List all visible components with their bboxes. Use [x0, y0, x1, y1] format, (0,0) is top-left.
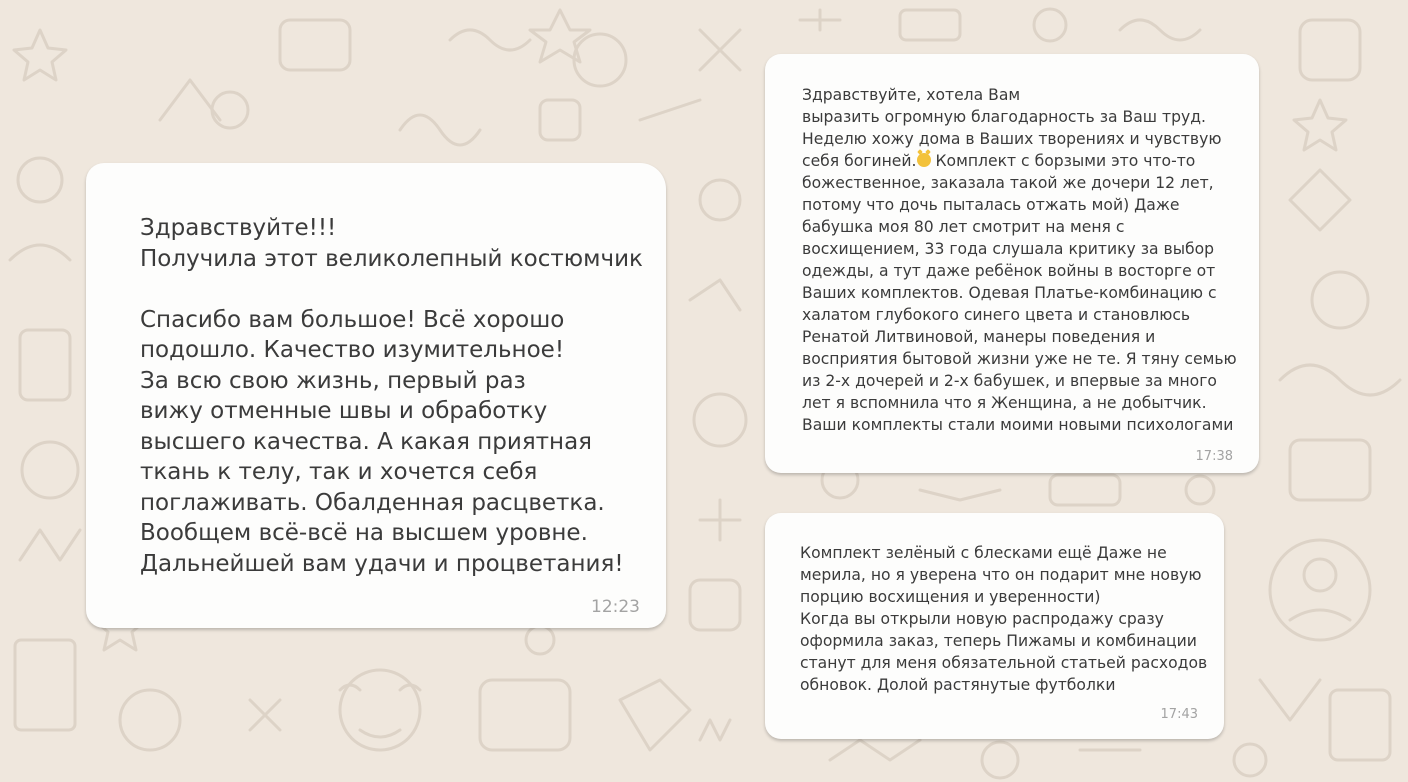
message-text: Здравствуйте!!! Получила этот великолепный костюмчик Спасибо вам большое! Всё хорошо подошло. Качество изумительное! За всю свою жизнь, первый раз вижу отменные швы и обработку высшего качества. А какая приятная ткань к телу, так и хочется себя поглаживать. Обалденная расцветка. Вообщем всё-всё на высшем уровне. Дальнейшей вам удачи и процветания!: [140, 215, 643, 577]
message-text: Комплект зелёный с блесками ещё Даже не мерила, но я уверена что он подарит мне новую порцию восхищения и уверенности) Когда вы открыли новую распродажу сразу оформила заказ, теперь Пижамы и комбинации станут для меня обязательной статьей расходов обновок. Долой растянутые футболки: [800, 544, 1208, 694]
message-text-part-1: Здравствуйте, хотела Вам выразить огромную благодарность за Ваш труд. Неделю хожу дома в Ваших творениях и чувствую себя богиней.: [802, 86, 1222, 170]
message-timestamp: 17:43: [1160, 707, 1198, 722]
message-bubble-incoming-2[interactable]: [765, 54, 1259, 473]
message-bubble-incoming-1[interactable]: [86, 163, 666, 628]
message-timestamp: 17:38: [1195, 449, 1233, 464]
crown-smile-emoji-icon: [917, 153, 931, 167]
message-text: [802, 84, 1237, 436]
message-bubble-incoming-3[interactable]: [765, 513, 1224, 739]
message-text-part-2: Комплект с борзыми это что-то божественное, заказала такой же дочери 12 лет, потому что дочь пыталась отжать мой) Даже бабушка моя 80 лет смотрит на меня с восхищением, 33 года слушала критику за выбор одежды, а тут даже ребёнок войны в восторге от Ваших комплектов. Одевая Платье-комбинацию с халатом глубокого синего цвета и становлюсь Ренатой Литвиновой, манеры поведения и восприятия бытовой жизни уже не те. Я тяну семью из 2-х дочерей и 2-х бабушек, и впервые за много лет я вспомнила что я Женщина, а не добытчик. Ваши комплекты стали моими новыми психологами: [802, 152, 1237, 434]
message-timestamp: 12:23: [591, 597, 640, 617]
